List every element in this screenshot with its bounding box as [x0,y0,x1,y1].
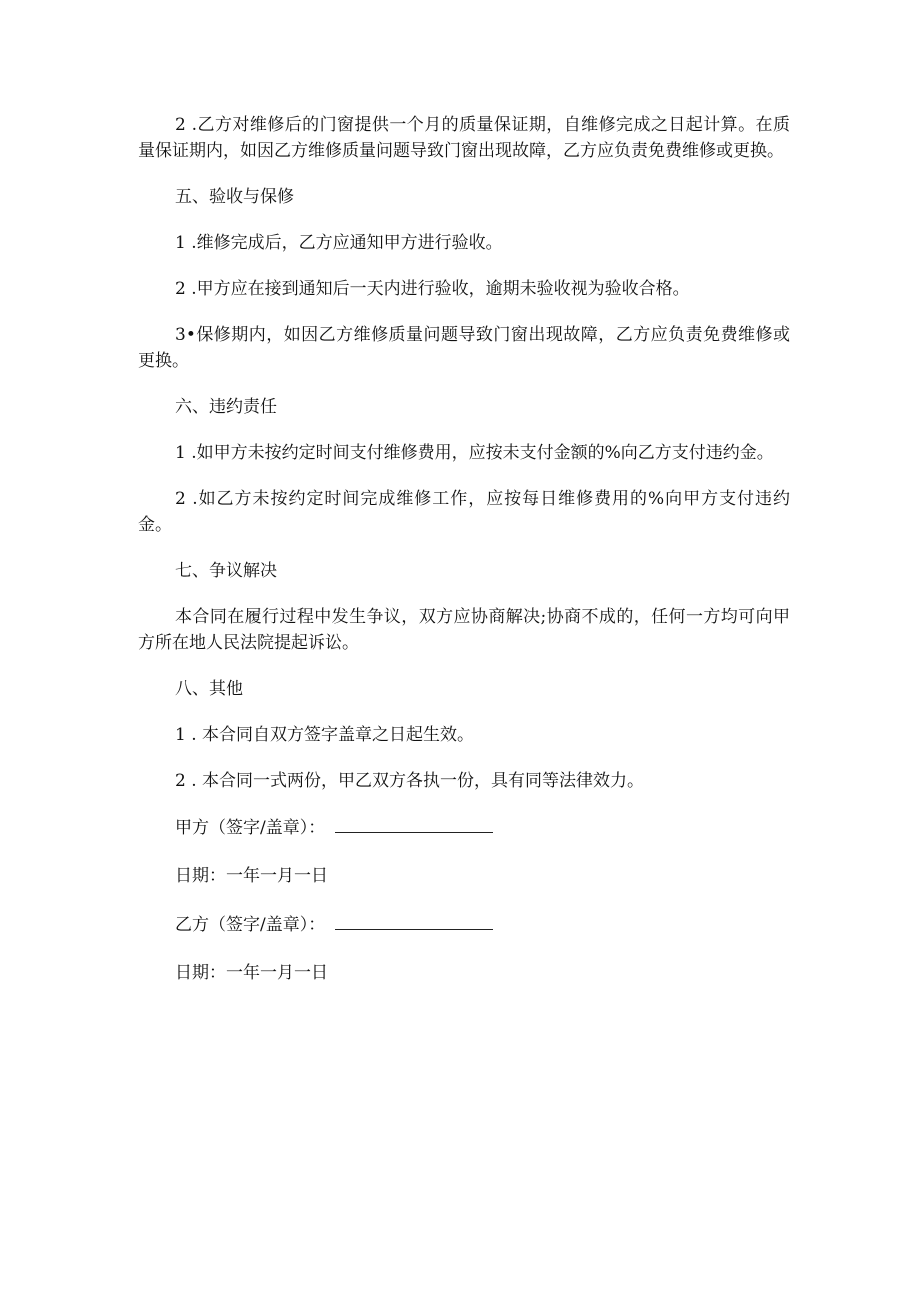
party-a-signature-row [138,814,790,841]
clause-6-2: 2 .如乙方未按约定时间完成维修工作，应按每日维修费用的%向甲方支付违约金。 [138,489,790,535]
clause-4-2: 2 .乙方对维修后的门窗提供一个月的质量保证期，自维修完成之日起计算。在质量保证期内，如因乙方维修质量问题导致门窗出现故障，乙方应负责免费维修或更换。 [138,115,790,161]
party-b-date [138,960,790,986]
party-a-date [138,863,790,889]
party-a-label: 甲方（签字/盖章）： [175,818,326,838]
clause-6-1: 1 .如甲方未按约定时间支付维修费用，应按未支付金额的%向乙方支付违约金。 [175,443,774,463]
clause-7-1: 本合同在履行过程中发生争议，双方应协商解决;协商不成的，任何一方均可向甲方所在地人民法院提起诉讼。 [138,607,790,653]
clause-5-1: 1 .维修完成后，乙方应通知甲方进行验收。 [175,233,503,253]
clause-8-1: 1 . 本合同自双方签字盖章之日起生效。 [175,725,475,745]
party-b-date-label: 日期：一年一月一日 [175,963,328,983]
clause-8-2: 2 . 本合同一式两份，甲乙双方各执一份，具有同等法律效力。 [175,771,645,791]
section-8-heading: 八、其他 [175,679,243,699]
party-b-signature-row [138,911,790,938]
section-6-heading: 六、违约责任 [175,397,277,417]
party-b-label: 乙方（签字/盖章）： [175,915,326,935]
clause-5-3: 3•保修期内，如因乙方维修质量问题导致门窗出现故障，乙方应负责免费维修或更换。 [138,325,790,371]
section-7-heading: 七、争议解决 [175,561,277,581]
contract-page [138,112,790,1008]
party-a-signature-blank[interactable] [335,814,493,833]
party-b-signature-blank[interactable] [335,911,493,930]
party-a-date-label: 日期：一年一月一日 [175,866,328,886]
section-5-heading: 五、验收与保修 [175,187,294,207]
clause-5-2: 2 .甲方应在接到通知后一天内进行验收，逾期未验收视为验收合格。 [175,279,690,299]
